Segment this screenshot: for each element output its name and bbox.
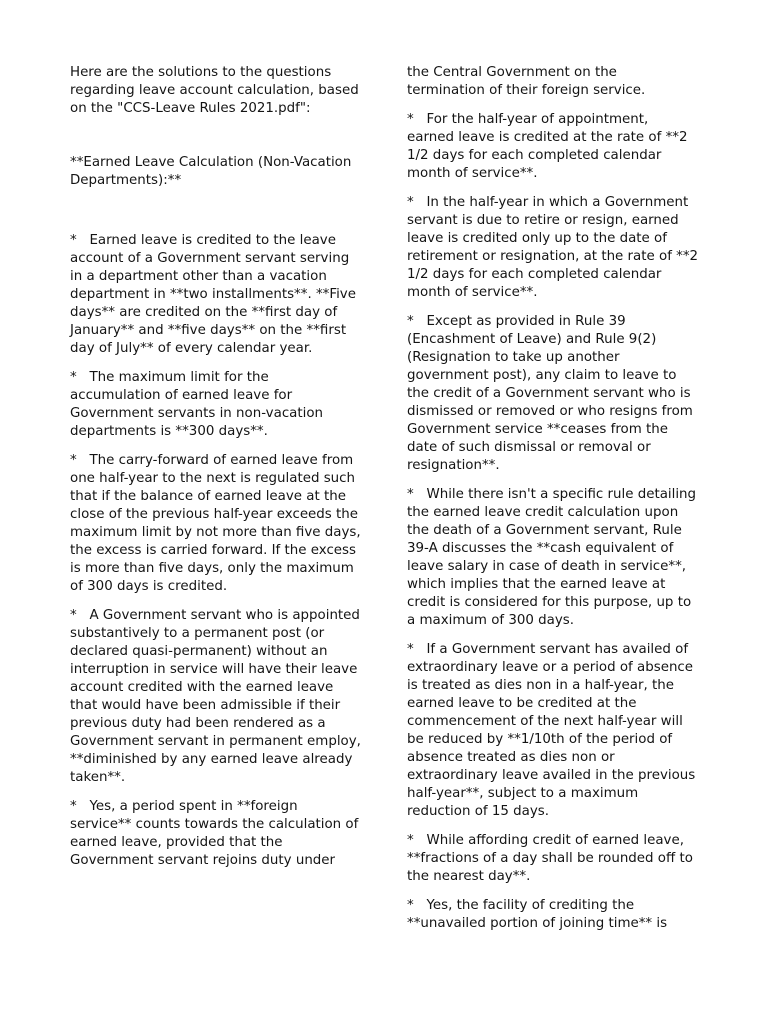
bullet-paragraph: * For the half-year of appointment, earned leave is credited at the rate of **2 1/2 days for each completed calendar month of service**. [407, 112, 692, 181]
intro-paragraph: Here are the solutions to the questions regarding leave account calculation, based on the "CCS-Leave Rules 2021.pdf": [70, 65, 363, 116]
bullet-paragraph: * The carry-forward of earned leave from one half-year to the next is regulated such that if the balance of earned leave at the close of the previous half-year exceeds the maximum limit by not more than five days, the excess is carried forward. If the excess is more than five days, only the maximum of 300 days is credited. [70, 453, 365, 594]
bullet-paragraph: * The maximum limit for the accumulation of earned leave for Government servants in non-vacation departments is **300 days**. [70, 370, 328, 439]
bullet-paragraph: * Except as provided in Rule 39 (Encashment of Leave) and Rule 9(2) (Resignation to take up another government post), any claim to leave to the credit of a Government servant who is dismissed or removed or who resigns from Government service **ceases from the date of such dismissal or removal or resignation**. [407, 314, 698, 473]
bullet-paragraph: * Earned leave is credited to the leave account of a Government servant serving in a department other than a vacation department in **two installments**. **Five days** are credited on the **first day of January** and **five days** on the **first day of July** of every calendar year. [70, 233, 361, 356]
section-heading: **Earned Leave Calculation (Non-Vacation Departments):** [70, 155, 356, 188]
bullet-paragraph: * While there isn't a specific rule detailing the earned leave credit calculation upon the death of a Government servant, Rule 39-A discusses the **cash equivalent of leave salary in case of death in service**, which implies that the earned leave at credit is considered for this purpose, up to a maximum of 300 days. [407, 487, 701, 628]
bullet-paragraph: * In the half-year in which a Government servant is due to retire or resign, earned leave is credited only up to the date of retirement or resignation, at the rate of **2 1/2 days for each completed calendar month of service**. [407, 195, 703, 300]
bullet-paragraph: * Yes, the facility of crediting the **unavailed portion of joining time** is [407, 898, 668, 931]
bullet-paragraph: * While affording credit of earned leave, **fractions of a day shall be rounded off to the nearest day**. [407, 833, 698, 884]
right-column [407, 64, 703, 933]
bullet-paragraph: * Yes, a period spent in **foreign service** counts towards the calculation of earned leave, provided that the Government servant rejoins duty under [70, 799, 363, 868]
continuation-paragraph: the Central Government on the termination of their foreign service. [407, 65, 646, 98]
bullet-paragraph: * If a Government servant has availed of extraordinary leave or a period of absence is treated as dies non in a half-year, the earned leave to be credited at the commencement of the next half-year will be reduced by **1/10th of the period of absence treated as dies non or extraordinary leave availed in the previous half-year**, subject to a maximum reduction of 15 days. [407, 642, 700, 819]
left-column [70, 64, 366, 870]
bullet-paragraph: * A Government servant who is appointed substantively to a permanent post (or declared quasi-permanent) without an interruption in service will have their leave account credited with the earned leave that would have been admissible if their previous duty had been rendered as a Government servant in permanent employ, **diminished by any earned leave already taken**. [70, 608, 366, 785]
